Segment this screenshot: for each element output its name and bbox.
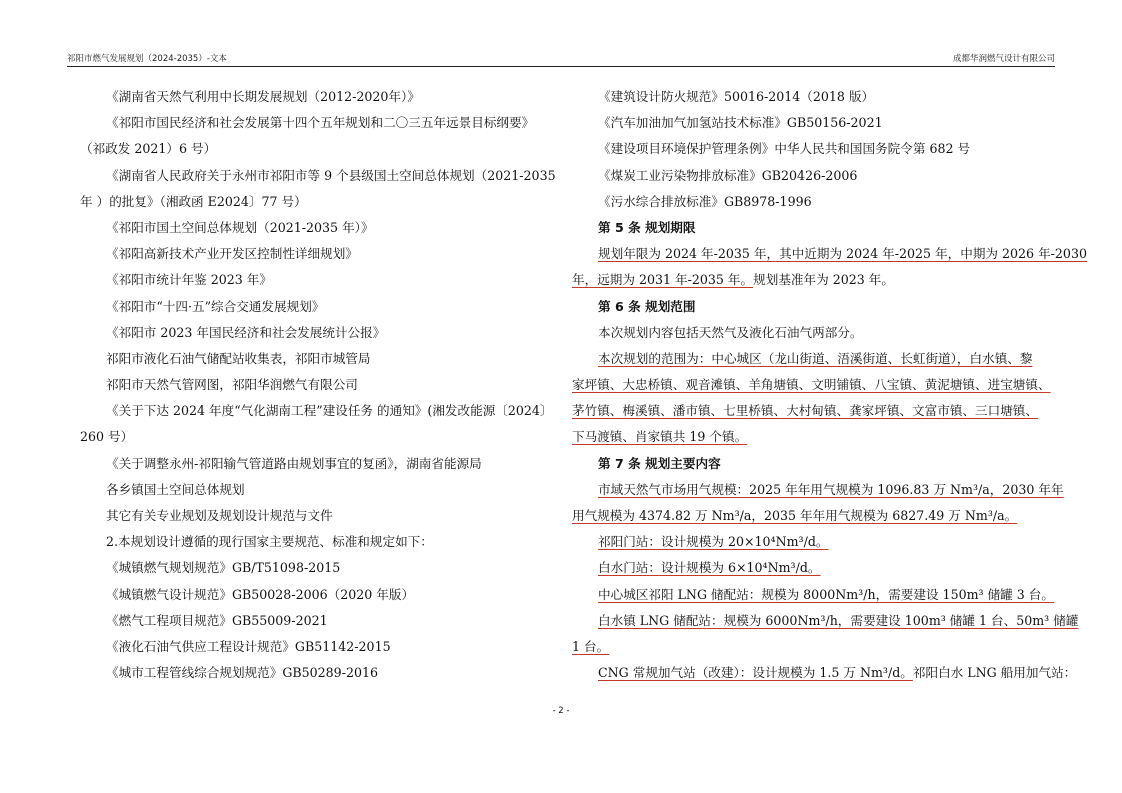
article-5-text: 规划年限为 2024 年-2035 年，其中近期为 2024 年-2025 年，中期为 2026 年-2030 — [598, 246, 1087, 262]
standard-line: 《建设项目环境保护管理条例》中华人民共和国国务院令第 682 号 — [598, 141, 971, 157]
ref-line: 年 ）的批复》（湘政函 E2024〕77 号） — [80, 193, 307, 209]
page-header — [67, 52, 1055, 66]
ref-line: 《祁阳市“十四·五”综合交通发展规划》 — [106, 298, 325, 314]
standard-line: 《煤炭工业污染物排放标准》GB20426-2006 — [598, 167, 858, 183]
ref-line: 《关于下达 2024 年度“气化湖南工程”建设任务 的通知》(湘发改能源〔2024〕 — [106, 403, 553, 419]
ref-line: 《湖南省天然气利用中长期发展规划（2012-2020年）》 — [106, 89, 420, 104]
article-6-text: 下马渡镇、肖家镇共 19 个镇。 — [572, 429, 748, 445]
article-6-text: 家坪镇、大忠桥镇、观音滩镇、羊角塘镇、文明铺镇、八宝镇、黄泥塘镇、进宝塘镇、 — [572, 377, 1051, 393]
article-7-text: 1 台。 — [572, 638, 610, 654]
ref-line: 《燃气工程项目规范》GB55009-2021 — [106, 612, 328, 628]
article-7-text: 白水镇 LNG 储配站：规模为 6000Nm³/h，需要建设 100m³ 储罐 1 台、50m³ 储罐 — [598, 612, 1079, 628]
article-7-text: CNG 常规加气站（改建）：设计规模为 1.5 万 Nm³/d。祁阳白水 LNG 船用加气站： — [598, 665, 1077, 681]
standard-line: 《建筑设计防火规范》50016-2014（2018 版） — [598, 89, 875, 104]
ref-line: 《城镇燃气规划规范》GB/T51098-2015 — [106, 560, 341, 576]
document-title: 祁阳市燃气发展规划（2024-2035）-文本 — [67, 54, 227, 64]
article-6-text: 本次规划的范围为：中心城区（龙山街道、浯溪街道、长虹街道），白水镇、黎 — [598, 350, 1033, 366]
standard-line: 《污水综合排放标准》GB8978-1996 — [598, 193, 812, 209]
article-5-heading: 第 5 条 规划期限 — [598, 219, 696, 235]
ref-line: 《祁阳市国土空间总体规划（2021-2035 年）》 — [106, 219, 374, 235]
ref-line: 260 号） — [80, 429, 134, 445]
ref-line: 各乡镇国土空间总体规划 — [106, 481, 245, 497]
article-7-heading: 第 7 条 规划主要内容 — [598, 455, 721, 471]
right-column — [572, 84, 1087, 686]
article-7-text: 祁阳门站：设计规模为 20×10⁴Nm³/d。 — [598, 534, 829, 550]
ref-line: 《关于调整永州-祁阳输气管道路由规划事宜的复函》，湖南省能源局 — [106, 455, 482, 471]
article-6-text: 茅竹镇、梅溪镇、潘市镇、七里桥镇、大村甸镇、龚家坪镇、文富市镇、三口塘镇、 — [572, 403, 1038, 419]
article-7-text: 用气规模为 4374.82 万 Nm³/a，2035 年年用气规模为 6827.49 万 Nm³/a。 — [572, 508, 1018, 523]
ref-line: 《祁阳市 2023 年国民经济和社会发展统计公报》 — [106, 324, 386, 340]
article-6-text: 本次规划内容包括天然气及液化石油气两部分。 — [598, 324, 863, 340]
article-7-text: 白水门站：设计规模为 6×10⁴Nm³/d。 — [598, 560, 821, 576]
ref-line: 祁阳市天然气管网图，祁阳华润燃气有限公司 — [106, 377, 358, 393]
article-7-text: 市域天然气市场用气规模：2025 年年用气规模为 1096.83 万 Nm³/a，2030 年年 — [598, 481, 1064, 497]
ref-line: （祁政发 2021）6 号） — [80, 141, 217, 157]
ref-line: 其它有关专业规划及规划设计规范与文件 — [106, 508, 333, 523]
ref-line: 《祁阳高新技术产业开发区控制性详细规划》 — [106, 246, 358, 262]
ref-line: 《湖南省人民政府关于永州市祁阳市等 9 个县级国土空间总体规划（2021-2035 — [106, 167, 556, 183]
ref-line: 2.本规划设计遵循的现行国家主要规范、标准和规定如下： — [106, 534, 433, 550]
ref-line: 《祁阳市统计年鉴 2023 年》 — [106, 272, 272, 288]
ref-line: 《液化石油气供应工程设计规范》GB51142-2015 — [106, 638, 391, 654]
left-column — [80, 84, 560, 686]
article-6-heading: 第 6 条 规划范围 — [598, 298, 696, 314]
article-5-text: 年，远期为 2031 年-2035 年。规划基准年为 2023 年。 — [572, 272, 894, 288]
company-name: 成都华润燃气设计有限公司 — [952, 54, 1055, 64]
ref-line: 《祁阳市国民经济和社会发展第十四个五年规划和二〇三五年远景目标纲要》 — [106, 115, 535, 131]
ref-line: 《城镇燃气设计规范》GB50028-2006（2020 年版） — [106, 586, 415, 602]
ref-line: 祁阳市液化石油气储配站收集表，祁阳市城管局 — [106, 350, 371, 366]
ref-line: 《城市工程管线综合规划规范》GB50289-2016 — [106, 665, 378, 681]
page-number: - 2 - — [552, 706, 570, 716]
header-rule — [67, 66, 1055, 67]
standard-line: 《汽车加油加气加氢站技术标准》GB50156-2021 — [598, 115, 883, 131]
article-7-text: 中心城区祁阳 LNG 储配站：规模为 8000Nm³/h，需要建设 150m³ 储罐 3 台。 — [598, 586, 1054, 602]
